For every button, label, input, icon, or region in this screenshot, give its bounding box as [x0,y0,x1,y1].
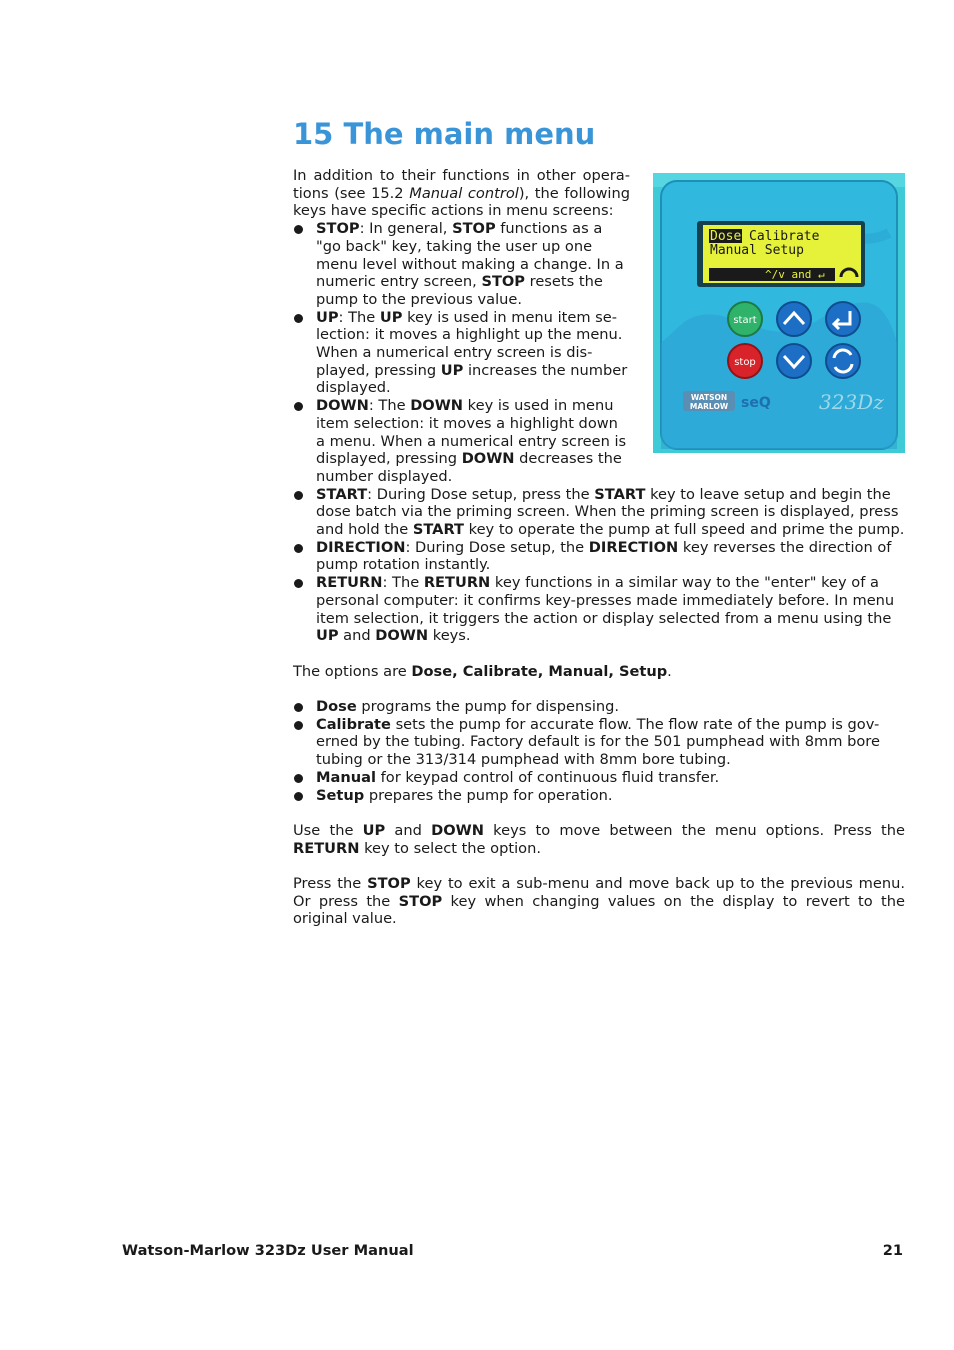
para-text: key to select the option. [359,839,541,857]
key-name: UP [379,308,403,326]
lcd-menu-line-2: Manual Setup [710,243,804,258]
key-name: STOP [316,220,360,238]
model-label: 323Dz [819,390,884,414]
key-text: : The [338,308,380,326]
list-item [293,574,905,645]
footer-manual-title: Watson-Marlow 323Dz User Manual [122,1242,414,1259]
key-name: DIRECTION [316,538,406,556]
key-name: STOP [481,273,526,291]
main-content [293,167,905,928]
para-text: key when changing values on the display to revert to the original value. [293,892,905,928]
key-text: key reverses the direction of pump rotation instantly. [316,538,892,574]
manual-control-link-text: Manual control [409,184,519,202]
option-text: programs the pump for dispensing. [356,698,620,716]
updown-paragraph [293,822,905,857]
key-text: key to leave setup and begin the dose batch via the priming screen. When the priming screen is displayed, press and hold the [316,485,899,539]
list-item [293,716,905,769]
key-text: resets the pump to the previous value. [316,273,603,308]
key-name: DOWN [375,627,429,645]
list-item [293,539,905,574]
key-name: START [412,521,464,539]
seq-logo: seQ [741,395,771,411]
option-name: Calibrate [316,715,391,733]
key-text: : In general, [359,220,453,238]
key-name: RETURN [423,574,491,592]
key-name: RETURN [316,574,383,592]
para-text: key to exit a sub-menu and move back up to the previous menu. Or press the [293,875,905,910]
key-text: : During Dose setup, press the [367,485,595,503]
key-text: key is used in menu item selection: it moves a highlight down a menu. When a numerical entry screen is displayed, pressing [316,397,627,468]
options-line [293,663,905,681]
key-name: UP [316,308,339,326]
list-item [293,769,905,787]
intro-text: In addition to their functions in other opera-tions (see 15.2 [293,167,630,202]
options-list [293,698,905,804]
start-key-label: start [733,315,757,326]
key-name: START [594,485,646,503]
key-text: increases the number displayed. [316,361,628,397]
stop-key-label: stop [734,357,756,368]
key-text: : The [382,574,424,592]
key-name: UP [440,361,464,379]
key-name: UP [362,821,386,839]
key-name: STOP [452,220,496,238]
options-text-end: . [667,662,672,680]
key-text: : During Dose setup, the [405,538,589,556]
key-text: keys. [428,627,471,645]
para-text: Use the [293,821,363,839]
intro-text-end: ), the following keys have specific actions in menu screens: [293,184,631,220]
brand-logo-bottom: MARLOW [689,402,729,411]
brand-logo-top: WATSON [690,393,728,402]
intro-paragraph [293,167,630,220]
key-name: DIRECTION [588,538,679,556]
list-item [293,486,905,539]
list-item [293,397,630,486]
stop-paragraph [293,875,905,928]
key-name: STOP [367,875,411,893]
key-name: START [316,485,368,503]
list-item [293,220,630,309]
key-text: key is used in menu item se-lection: it moves a highlight up the menu. When a numerical entry screen is dis-played, pressing [316,308,623,379]
para-text: Press the [293,875,368,893]
lcd-highlighted-item: Dose [710,229,742,244]
option-name: Manual [316,768,376,786]
option-text: prepares the pump for operation. [364,786,613,804]
key-text: key to operate the pump at full speed and prime the pump. [464,521,905,539]
option-name: Setup [316,786,365,804]
key-text: and [338,627,376,645]
options-names: Dose, Calibrate, Manual, Setup [411,662,668,680]
option-name: Dose [316,698,357,716]
key-name: DOWN [461,450,515,468]
key-name: DOWN [431,821,484,839]
list-item [293,309,630,398]
key-name: DOWN [316,397,369,415]
key-list [293,220,905,645]
para-text: keys to move between the menu options. Press the [483,821,905,839]
para-text: and [385,821,432,839]
key-text: functions as a "go back" key, taking the user up one menu level without making a change. In a numeric entry screen, [316,220,624,291]
key-text: key functions in a similar way to the "enter" key of a personal computer: it confirms key-presses made immediately before. In menu item selection, it triggers the action or display selected from a menu using the [316,574,895,627]
option-text: for keypad control of continuous fluid transfer. [376,768,720,786]
list-item [293,787,905,805]
key-text: decreases the number displayed. [316,450,622,485]
list-item [293,698,905,716]
key-name: RETURN [293,839,360,857]
key-text: : The [368,397,411,415]
option-text: sets the pump for accurate flow. The flow rate of the pump is gov-erned by the tubing. Factory default is for the 501 pumphead with 8mm bore tubing or the 313/314 pumphead with 8mm bore tubing. [316,715,880,769]
options-text: The options are [293,662,412,680]
key-name: STOP [398,892,443,910]
lcd-menu-line-1: Calibrate [749,229,820,244]
lcd-hint-text: ^/v and ↵ [765,268,825,281]
page-title: 15 The main menu [293,117,596,151]
key-name: UP [316,627,339,645]
page-number: 21 [882,1242,903,1259]
key-name: DOWN [410,397,464,415]
